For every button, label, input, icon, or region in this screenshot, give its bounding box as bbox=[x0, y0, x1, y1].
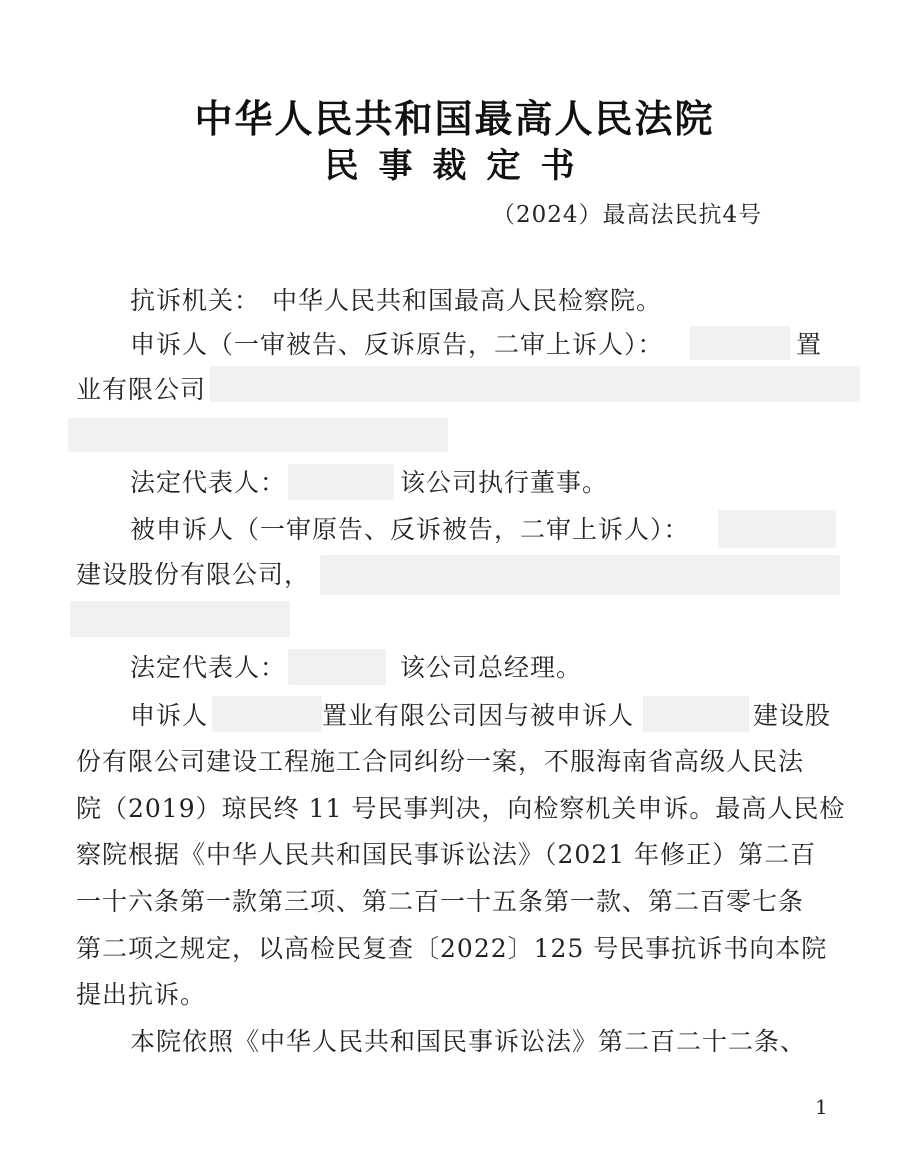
prosecutor-label: 抗诉机关： bbox=[130, 286, 261, 315]
redacted-block bbox=[68, 418, 448, 452]
prosecutor-name: 中华人民共和国最高人民检察院。 bbox=[272, 286, 663, 315]
redacted-block bbox=[320, 555, 840, 595]
body-text: 申诉人 bbox=[130, 701, 209, 730]
body-line: 第二项之规定，以高检民复查〔2022〕125 号民事抗诉书向本院 bbox=[76, 934, 828, 963]
body-line: 本院依照《中华人民共和国民事诉讼法》第二百二十二条、 bbox=[130, 1027, 807, 1056]
respondent-label: 被申诉人（一审原告、反诉被告，二审上诉人）： bbox=[130, 515, 690, 544]
redacted-block bbox=[212, 696, 322, 732]
redacted-block bbox=[70, 601, 290, 637]
appellant-rep-label: 法定代表人： bbox=[130, 468, 287, 497]
body-line: 一十六条第一款第三项、第二百一十五条第一款、第二百零七条 bbox=[76, 887, 805, 916]
appellant-name-suffix: 置 bbox=[796, 330, 823, 359]
body-line: 院（2019）琼民终 11 号民事判决，向检察机关申诉。最高人民检 bbox=[76, 794, 846, 823]
respondent-rep-label: 法定代表人： bbox=[130, 653, 287, 682]
redacted-block bbox=[643, 696, 749, 732]
appellant-name-continued: 业有限公司 bbox=[76, 375, 207, 404]
respondent-rep-role: 该公司总经理。 bbox=[400, 653, 583, 682]
body-text: 建设股 bbox=[753, 701, 832, 730]
appellant-label: 申诉人（一审被告、反诉原告，二审上诉人）： bbox=[130, 330, 664, 359]
redacted-block bbox=[210, 366, 860, 402]
redacted-block bbox=[288, 464, 394, 500]
page-number: 1 bbox=[815, 1095, 828, 1119]
document-type-title: 民事裁定书 bbox=[324, 146, 595, 186]
case-number: （2024）最高法民抗4号 bbox=[492, 202, 763, 228]
appellant-rep-role: 该公司执行董事。 bbox=[400, 468, 609, 497]
redacted-block bbox=[690, 326, 790, 360]
body-text: 置业有限公司因与被申诉人 bbox=[322, 701, 635, 730]
body-line: 提出抗诉。 bbox=[76, 980, 207, 1009]
court-title: 中华人民共和国最高人民法院 bbox=[194, 96, 715, 141]
redacted-block bbox=[288, 649, 386, 685]
body-line: 察院根据《中华人民共和国民事诉讼法》（2021 年修正）第二百 bbox=[76, 840, 817, 869]
redacted-block bbox=[718, 510, 836, 548]
body-line: 份有限公司建设工程施工合同纠纷一案，不服海南省高级人民法 bbox=[76, 747, 805, 776]
respondent-name-continued: 建设股份有限公司， bbox=[76, 560, 311, 589]
